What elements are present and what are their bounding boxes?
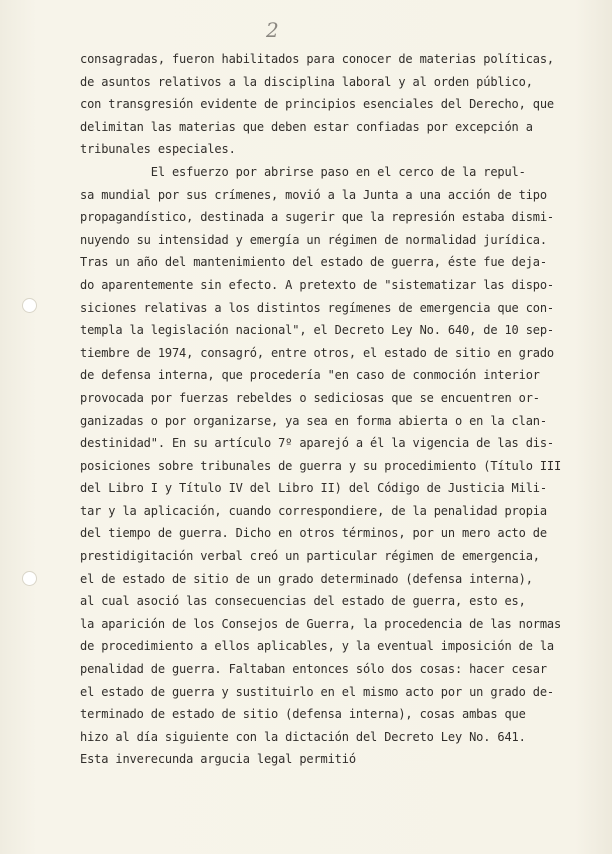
text-line: Tras un año del mantenimiento del estado de guerra, éste fue deja- — [80, 255, 547, 270]
text-line: tiembre de 1974, consagró, entre otros, el estado de sitio en grado — [80, 345, 554, 360]
text-line: del Libro I y Título IV del Libro II) del Código de Justicia Mili- — [80, 481, 547, 496]
text-line: templa la legislación nacional", el Decreto Ley No. 640, de 10 sep- — [80, 323, 554, 338]
text-line: de defensa interna, que procedería "en caso de conmoción interior — [80, 368, 540, 383]
text-line: la aparición de los Consejos de Guerra, la procedencia de las normas — [80, 616, 562, 631]
text-line: El esfuerzo por abrirse paso en el cerco de la repul- — [80, 164, 526, 179]
text-line: destinidad". En su artículo 7º aparejó a él la vigencia de las dis- — [80, 436, 554, 451]
text-line: del tiempo de guerra. Dicho en otros términos, por un mero acto de — [80, 526, 547, 541]
punch-hole — [22, 298, 37, 313]
text-line: terminado de estado de sitio (defensa interna), cosas ambas que — [80, 707, 526, 722]
page-number: 2 — [266, 18, 279, 42]
text-line: propagandístico, destinada a sugerir que la represión estaba dismi- — [80, 210, 554, 225]
text-line: de asuntos relativos a la disciplina laboral y al orden público, — [80, 74, 533, 89]
text-line: sa mundial por sus crímenes, movió a la Junta a una acción de tipo — [80, 187, 547, 202]
text-line: do aparentemente sin efecto. A pretexto de "sistematizar las dispo- — [80, 277, 554, 292]
text-line: ganizadas o por organizarse, ya sea en forma abierta o en la clan- — [80, 413, 547, 428]
text-line: el estado de guerra y sustituirlo en el mismo acto por un grado de- — [80, 684, 554, 699]
text-line: provocada por fuerzas rebeldes o sediciosas que se encuentren or- — [80, 390, 540, 405]
text-line: tribunales especiales. — [80, 142, 236, 157]
text-line: al cual asoció las consecuencias del estado de guerra, esto es, — [80, 594, 526, 609]
punch-hole — [22, 571, 37, 586]
text-line: consagradas, fueron habilitados para conocer de materias políticas, — [80, 52, 554, 66]
text-line: siciones relativas a los distintos regímenes de emergencia que con- — [80, 300, 554, 315]
text-line: prestidigitación verbal creó un particular régimen de emergencia, — [80, 549, 540, 564]
body-text — [80, 48, 600, 771]
text-line: posiciones sobre tribunales de guerra y su procedimiento (Título III — [80, 458, 562, 473]
text-line: nuyendo su intensidad y emergía un régimen de normalidad jurídica. — [80, 232, 547, 247]
text-line: el de estado de sitio de un grado determinado (defensa interna), — [80, 571, 533, 586]
text-line: tar y la aplicación, cuando correspondiere, de la penalidad propia — [80, 503, 547, 518]
text-line: delimitan las materias que deben estar confiadas por excepción a — [80, 119, 533, 134]
text-line: con transgresión evidente de principios esenciales del Derecho, que — [80, 97, 554, 112]
text-line: Esta inverecunda argucia legal permitió — [80, 752, 356, 767]
text-line: penalidad de guerra. Faltaban entonces sólo dos cosas: hacer cesar — [80, 662, 547, 677]
text-line: de procedimiento a ellos aplicables, y la eventual imposición de la — [80, 639, 554, 654]
text-line: hizo al día siguiente con la dictación del Decreto Ley No. 641. — [80, 729, 526, 744]
